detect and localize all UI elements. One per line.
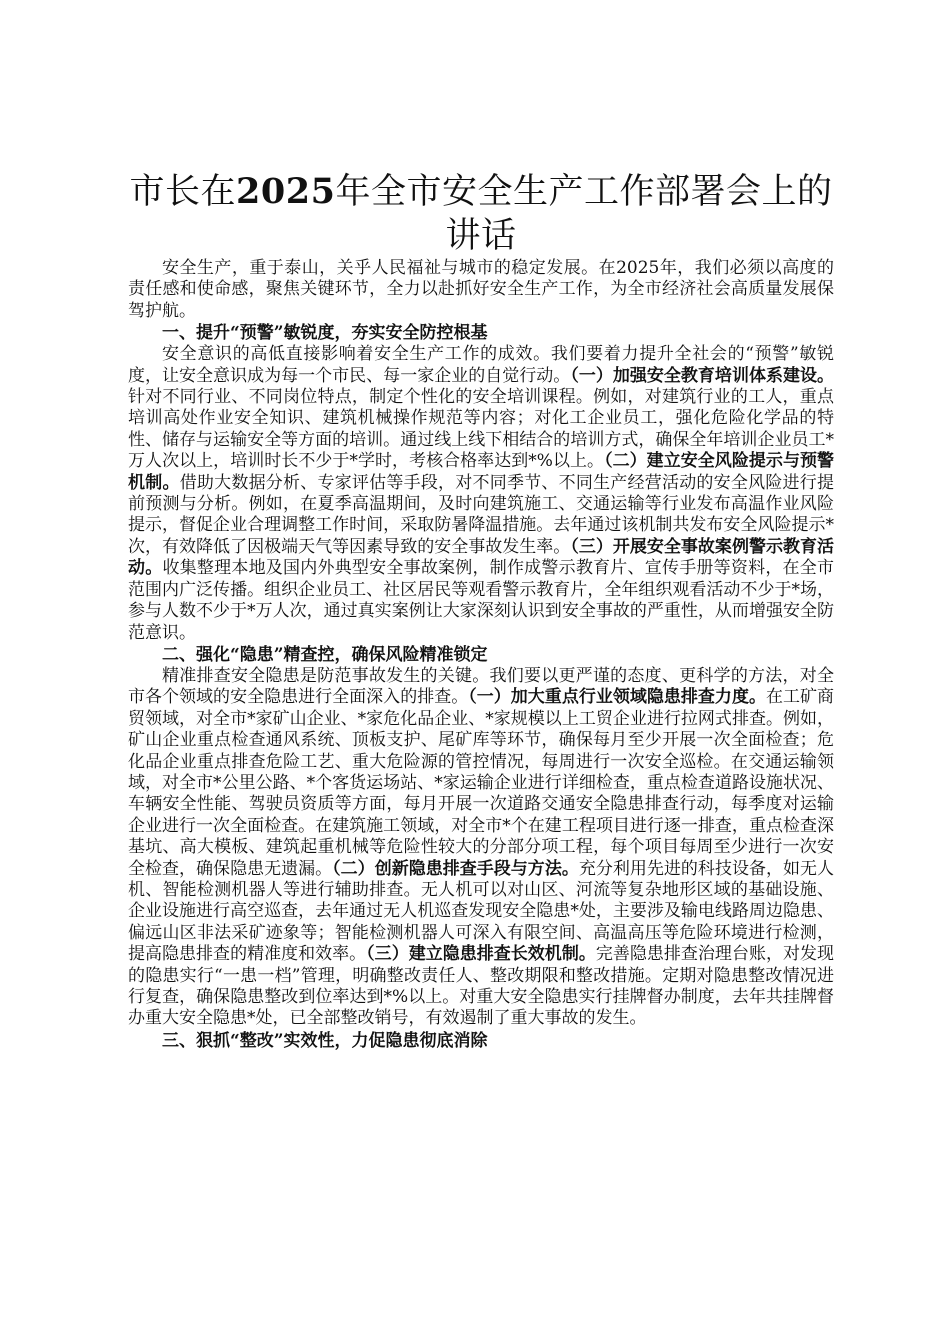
intro-paragraph: 安全生产，重于泰山，关乎人民福祉与城市的稳定发展。在2025年，我们必须以高度的责任感和使命感，聚焦关键环节，全力以赴抓好安全生产工作，为全市经济社会高质量发展保驾护航。 (128, 258, 834, 321)
item-text: 充分利用先进的科技设备，如无人机、智能检测机器人等进行辅助排查。无人机可以对山区、河流等复杂地形区域的基础设施、企业设施进行高空巡查，去年通过无人机巡查发现安全隐患*处，主要涉及输电线路周边隐患、偏远山区非法采矿迹象等；智能检测机器人可深入有限空间、高温高压等危险环境进行检测，提高隐患排查的精准度和效率。 (128, 858, 835, 965)
document-title (128, 170, 834, 258)
item-text: 收集整理本地及国内外典型安全事故案例，制作成警示教育片、宣传手册等资料，在全市范围内广泛传播。组织企业员工、社区居民等观看警示教育片，全年组织观看活动不少于*场，参与人数不少于*万人次，通过真实案例让大家深刻认识到安全事故的严重性，从而增强安全防范意识。 (128, 558, 835, 643)
item-text: 借助大数据分析、专家评估等手段，对不同季节、不同生产经营活动的安全风险进行提前预测与分析。例如，在夏季高温期间，及时向建筑施工、交通运输等行业发布高温作业风险提示，督促企业合理调整工作时间，采取防暑降温措施。去年通过该机制共发布安全风险提示*次，有效降低了因极端天气等因素导致的安全事故发生率。 (128, 472, 835, 557)
item-label: （一）加大重点行业领域隐患排查力度。 (468, 687, 766, 708)
section-lead: 安全意识的高低直接影响着安全生产工作的成效。我们要着力提升全社会的“预警”敏锐度，让安全意识成为每一个市民、每一家企业的自觉行动。 (128, 344, 834, 386)
item-text: 完善隐患排查治理台账，对发现的隐患实行“一患一档”管理，明确整改责任人、整改期限和整改措施。定期对隐患整改情况进行复查，确保隐患整改到位率达到*%以上。对重大安全隐患实行挂牌督办制度，去年共挂牌督办重大安全隐患*处，已全部整改销号，有效遏制了重大事故的发生。 (128, 944, 835, 1029)
item-label: （一）加强安全教育培训体系建设。 (570, 365, 835, 386)
item-label: （二）建立安全风险提示与预警机制。 (128, 451, 835, 493)
section-paragraph (128, 344, 834, 644)
section-lead: 精准排查安全隐患是防范事故发生的关键。我们要以更严谨的态度、更科学的方法，对全市各个领域的安全隐患进行全面深入的排查。 (128, 665, 834, 708)
item-text: 针对不同行业、不同岗位特点，制定个性化的安全培训课程。例如，对建筑行业的工人，重点培训高处作业安全知识、建筑机械操作规范等内容；对化工企业员工，强化危险化学品的特性、储存与运输安全等方面的培训。通过线上线下相结合的培训方式，确保全年培训企业员工*万人次以上，培训时长不少于*学时，考核合格率达到*%以上。 (128, 387, 834, 472)
item-label: （三）建立隐患排查长效机制。 (366, 944, 596, 965)
item-label: （二）创新隐患排查手段与方法。 (332, 858, 579, 879)
section-heading: 一、提升“预警”敏锐度，夯实安全防控根基 (162, 323, 488, 344)
title-prefix: 市长在 (129, 172, 237, 212)
section-paragraph (128, 666, 834, 1030)
section-heading: 三、狠抓“整改”实效性，力促隐患彻底消除 (162, 1030, 488, 1051)
title-suffix: 年全市安全生产工作部署会上的讲话 (335, 172, 833, 256)
title-year: 2025 (236, 171, 336, 212)
document-page (128, 170, 834, 1052)
item-label: （三）开展安全事故案例警示教育活动。 (128, 536, 835, 579)
item-text: 在工矿商贸领域，对全市*家矿山企业、*家危化品企业、*家规模以上工贸企业进行拉网式排查。例如，矿山企业重点检查通风系统、顶板支护、尾矿库等环节，确保每月至少开展一次全面检查；危化品企业重点排查危险工艺、重大危险源的管控情况，每周进行一次安全巡检。在交通运输领域，对全市*公里公路、*个客货运场站、*家运输企业进行详细检查，重点检查道路设施状况、车辆安全性能、驾驶员资质等方面，每月开展一次道路交通安全隐患排查行动，每季度对运输企业进行一次全面检查。在建筑施工领域，对全市*个在建工程项目进行逐一排查，重点检查深基坑、高大模板、建筑起重机械等危险性较大的分部分项工程，每个项目每周至少进行一次安全检查，确保隐患无遗漏。 (128, 687, 835, 879)
section-heading: 二、强化“隐患”精查控，确保风险精准锁定 (162, 644, 488, 665)
